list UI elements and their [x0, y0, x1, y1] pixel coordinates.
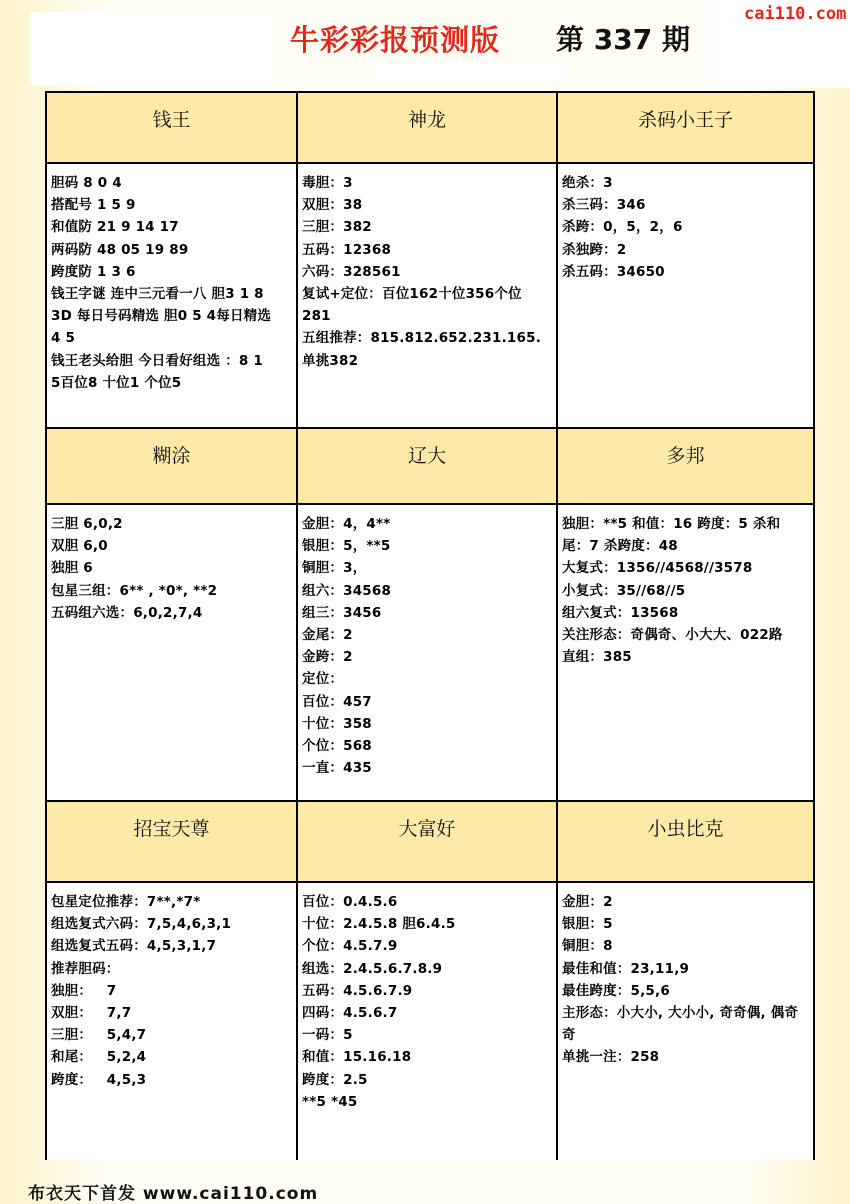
expert-name: 招宝天尊: [133, 818, 210, 840]
prediction-line: 和值：15.16.18: [302, 1049, 412, 1066]
prediction-line: 独胆 6: [51, 560, 93, 577]
prediction-line: 281: [302, 308, 331, 325]
prediction-line: 关注形态：奇偶奇、小大大、022路: [562, 627, 783, 644]
prediction-line: 一直：435: [302, 760, 372, 777]
prediction-line: 小复式：35//68//5: [562, 582, 686, 599]
blank-area-left: [30, 12, 272, 85]
expert-name: 大富好: [398, 818, 456, 840]
prediction-line: 杀三码：346: [562, 197, 646, 214]
prediction-line: 金胆：4，4**: [302, 516, 391, 532]
issue-number: 第 337 期: [556, 23, 690, 56]
prediction-line: 主形态：小大小, 大小小, 奇奇偶, 偶奇: [562, 1005, 799, 1022]
prediction-line: 个位：568: [302, 738, 372, 755]
prediction-line: 四码：4.5.6.7: [302, 1005, 398, 1022]
prediction-line: 钱王老头给胆 今日看好组选 ：8 1: [51, 352, 263, 369]
prediction-line: 最佳和值：23,11,9: [562, 960, 690, 977]
expert-name: 神龙: [407, 109, 446, 131]
prediction-line: 一码：5: [302, 1027, 353, 1044]
prediction-line: 十位：358: [302, 715, 372, 732]
prediction-line: 五码：4.5.6.7.9: [302, 982, 413, 999]
expert-name: 杀码小王子: [637, 109, 733, 131]
prediction-line: 组选复式六码：7,5,4,6,3,1: [51, 916, 232, 933]
expert-name: 小虫比克: [647, 818, 724, 840]
prediction-line: 推荐胆码：: [51, 960, 120, 977]
prediction-line: 双胆： 7,7: [51, 1005, 132, 1022]
prediction-line: 杀独跨：2: [562, 241, 627, 258]
column-header: [558, 429, 815, 505]
prediction-line: 组选复式五码：4,5,3,1,7: [51, 938, 217, 955]
prediction-line: 大复式：1356//4568//3578: [562, 560, 753, 577]
column-header: [558, 93, 815, 164]
prediction-cell: [558, 883, 815, 1160]
prediction-line: 铜胆：3，: [302, 560, 367, 577]
prediction-line: 六码：328561: [302, 263, 401, 280]
expert-name: 糊涂: [152, 445, 191, 467]
prediction-line: **5 *45: [302, 1093, 358, 1110]
page-title: 牛彩彩报预测版: [290, 23, 501, 57]
column-header: [47, 429, 298, 505]
prediction-line: 两码防 48 05 19 89: [51, 241, 189, 258]
prediction-line: 和值防 21 9 14 17: [51, 219, 179, 236]
prediction-line: 五组推荐：815.812.652.231.165.: [302, 330, 542, 347]
column-header: [298, 802, 558, 883]
column-header: [558, 802, 815, 883]
prediction-cell: [298, 883, 558, 1160]
footer-text: 布衣天下首发 www.cai110.com: [28, 1184, 319, 1204]
prediction-line: 组六：34568: [302, 582, 392, 599]
prediction-line: 直组：385: [562, 649, 632, 666]
prediction-line: 单挑382: [302, 352, 359, 369]
prediction-line: 钱王字谜 连中三元看一八 胆3 1 8: [51, 286, 264, 303]
prediction-line: 百位：457: [302, 693, 372, 710]
prediction-cell: [47, 164, 298, 429]
prediction-line: 百位：0.4.5.6: [302, 894, 398, 910]
prediction-line: 个位：4.5.7.9: [302, 938, 398, 955]
expert-name: 钱王: [152, 109, 191, 131]
prediction-line: 三胆 6,0,2: [51, 516, 123, 532]
column-header: [298, 93, 558, 164]
prediction-cell: [298, 505, 558, 802]
prediction-line: 包星定位推荐：7**,*7*: [51, 894, 201, 910]
prediction-line: 跨度防 1 3 6: [51, 263, 136, 280]
prediction-line: 杀跨：0，5，2，6: [562, 219, 683, 236]
expert-name: 多邦: [666, 445, 705, 467]
column-header: [47, 802, 298, 883]
column-header: [298, 429, 558, 505]
prediction-line: 搭配号 1 5 9: [51, 197, 136, 214]
prediction-line: 最佳跨度：5,5,6: [562, 982, 670, 999]
prediction-line: 绝杀：3: [562, 175, 613, 191]
prediction-line: 4 5: [51, 330, 76, 347]
prediction-cell: [558, 505, 815, 802]
prediction-line: 金跨：2: [302, 649, 353, 666]
prediction-line: 三胆： 5,4,7: [51, 1027, 147, 1044]
prediction-line: 金胆：2: [562, 894, 613, 910]
prediction-line: 胆码 8 0 4: [51, 175, 122, 191]
prediction-line: 双胆：38: [302, 197, 363, 214]
prediction-line: 奇: [562, 1027, 576, 1044]
prediction-line: 十位：2.4.5.8 胆6.4.5: [302, 916, 456, 933]
prediction-line: 和尾： 5,2,4: [51, 1049, 147, 1066]
prediction-line: 跨度：2.5: [302, 1071, 368, 1088]
prediction-line: 包星三组：6** , *0*, **2: [51, 582, 218, 599]
prediction-line: 定位：: [302, 671, 344, 688]
prediction-line: 组六复式：13568: [562, 604, 679, 621]
prediction-line: 双胆 6,0: [51, 538, 108, 555]
prediction-line: 单挑一注：258: [562, 1049, 660, 1066]
prediction-cell: [558, 164, 815, 429]
prediction-line: 杀五码：34650: [562, 263, 665, 280]
prediction-line: 3D 每日号码精选 胆0 5 4每日精选: [51, 308, 272, 325]
prediction-line: 跨度： 4,5,3: [51, 1071, 147, 1088]
subtitle-bar: [372, 62, 570, 80]
prediction-line: 组选：2.4.5.6.7.8.9: [302, 960, 443, 977]
prediction-line: 尾：7 杀跨度：48: [562, 538, 678, 555]
prediction-cell: [47, 505, 298, 802]
site-logo[interactable]: cai110.com: [744, 4, 847, 24]
prediction-table: [45, 91, 815, 1160]
prediction-line: 银胆：5: [562, 916, 613, 933]
prediction-line: 独胆： 7: [51, 982, 117, 999]
prediction-line: 复试+定位：百位162十位356个位: [302, 286, 522, 303]
prediction-line: 五码：12368: [302, 241, 392, 258]
prediction-line: 三胆：382: [302, 219, 372, 236]
expert-name: 辽大: [407, 445, 446, 467]
prediction-line: 五码组六选：6,0,2,7,4: [51, 604, 203, 621]
prediction-line: 金尾：2: [302, 627, 353, 644]
prediction-line: 独胆：**5 和值：16 跨度：5 杀和: [562, 516, 781, 532]
prediction-line: 铜胆：8: [562, 938, 613, 955]
prediction-line: 毒胆：3: [302, 175, 353, 191]
prediction-cell: [47, 883, 298, 1160]
prediction-line: 5百位8 十位1 个位5: [51, 374, 182, 391]
column-header: [47, 93, 298, 164]
prediction-line: 组三：3456: [302, 604, 382, 621]
prediction-cell: [298, 164, 558, 429]
prediction-line: 银胆：5，**5: [302, 538, 391, 555]
